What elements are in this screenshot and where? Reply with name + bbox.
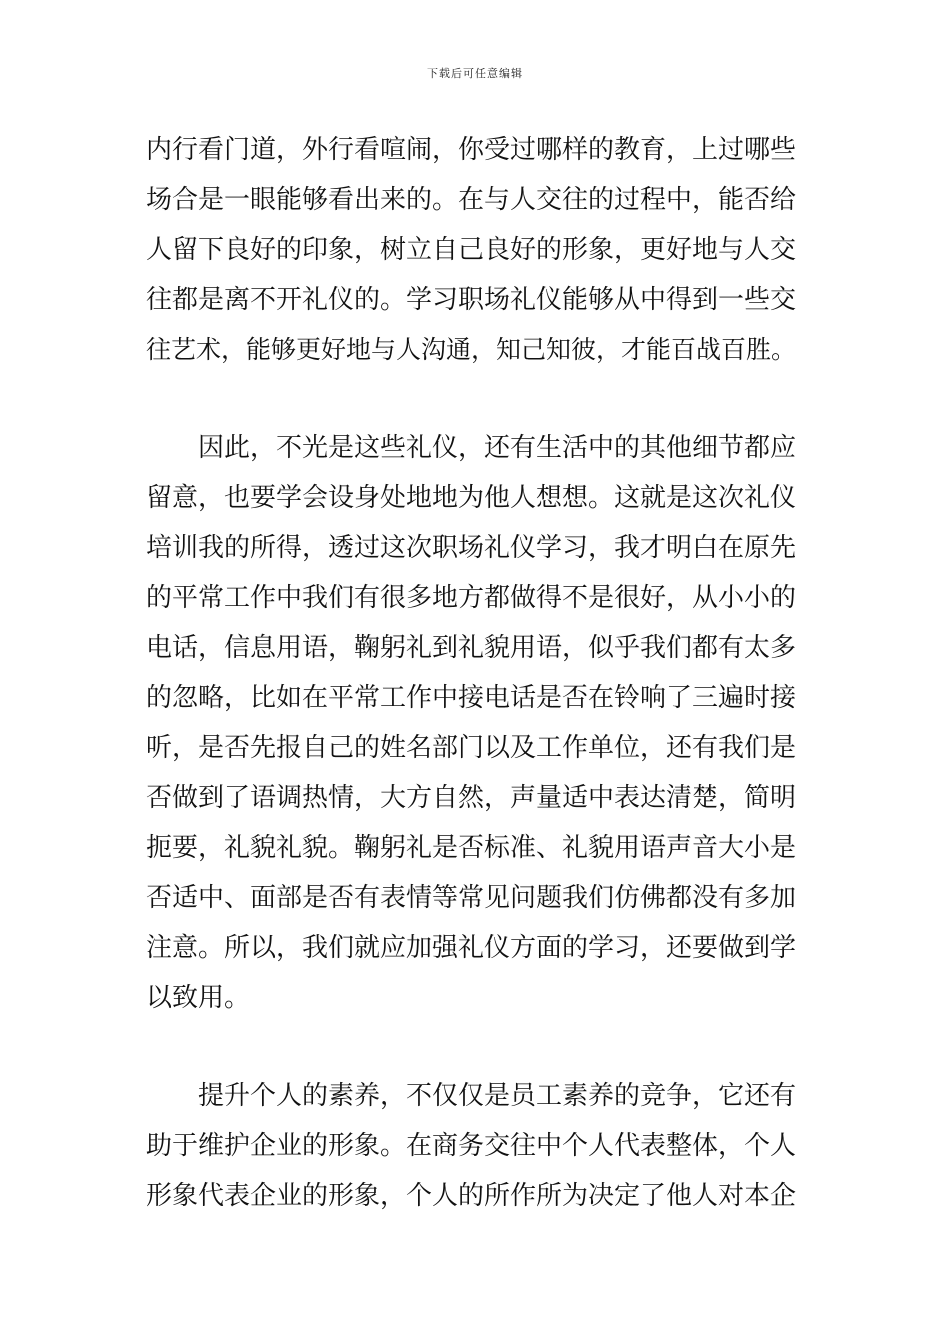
paragraph-1-line-5: 往艺术，能够更好地与人沟通，知己知彼，才能百战百胜。 (146, 335, 797, 364)
paragraph-3-line-3: 形象代表企业的形象，个人的所作所为决定了他人对本企 (146, 1181, 797, 1211)
paragraph-3-line-1: 提升个人的素养，不仅仅是员工素养的竞争，它还有 (198, 1081, 797, 1111)
paragraph-1-line-3: 人留下良好的印象，树立自己良好的形象，更好地与人交 (146, 235, 797, 265)
paragraph-2-line-7: 听，是否先报自己的姓名部门以及工作单位，还有我们是 (146, 733, 797, 763)
paragraph-2-line-1: 因此，不光是这些礼仪，还有生活中的其他细节都应 (198, 433, 797, 463)
paragraph-2-line-6: 的忽略，比如在平常工作中接电话是否在铃响了三遍时接 (146, 683, 797, 713)
paragraph-2-line-2: 留意，也要学会设身处地地为他人想想。这就是这次礼仪 (146, 483, 797, 513)
paragraph-1-line-4: 往都是离不开礼仪的。学习职场礼仪能够从中得到一些交 (146, 285, 797, 315)
paragraph-3-line-2: 助于维护企业的形象。在商务交往中个人代表整体，个人 (146, 1131, 797, 1161)
paragraph-2-line-11: 注意。所以，我们就应加强礼仪方面的学习，还要做到学 (146, 933, 797, 963)
paragraph-2-line-10: 否适中、面部是否有表情等常见问题我们仿佛都没有多加 (146, 883, 797, 913)
paragraph-2-line-8: 否做到了语调热情，大方自然，声量适中表达清楚，简明 (146, 783, 797, 813)
paragraph-2-line-5: 电话，信息用语，鞠躬礼到礼貌用语，似乎我们都有太多 (146, 633, 797, 663)
paragraph-2-line-12: 以致用。 (146, 983, 251, 1013)
page-header: 下载后可任意编辑 (427, 67, 523, 80)
paragraph-2-line-3: 培训我的所得，透过这次职场礼仪学习，我才明白在原先 (146, 533, 797, 563)
paragraph-1-line-2: 场合是一眼能够看出来的。在与人交往的过程中，能否给 (146, 185, 797, 215)
paragraph-2-line-9: 扼要，礼貌礼貌。鞠躬礼是否标准、礼貌用语声音大小是 (146, 833, 797, 863)
paragraph-1-line-1: 内行看门道，外行看喧闹，你受过哪样的教育，上过哪些 (146, 135, 797, 165)
paragraph-2-line-4: 的平常工作中我们有很多地方都做得不是很好，从小小的 (146, 583, 797, 613)
